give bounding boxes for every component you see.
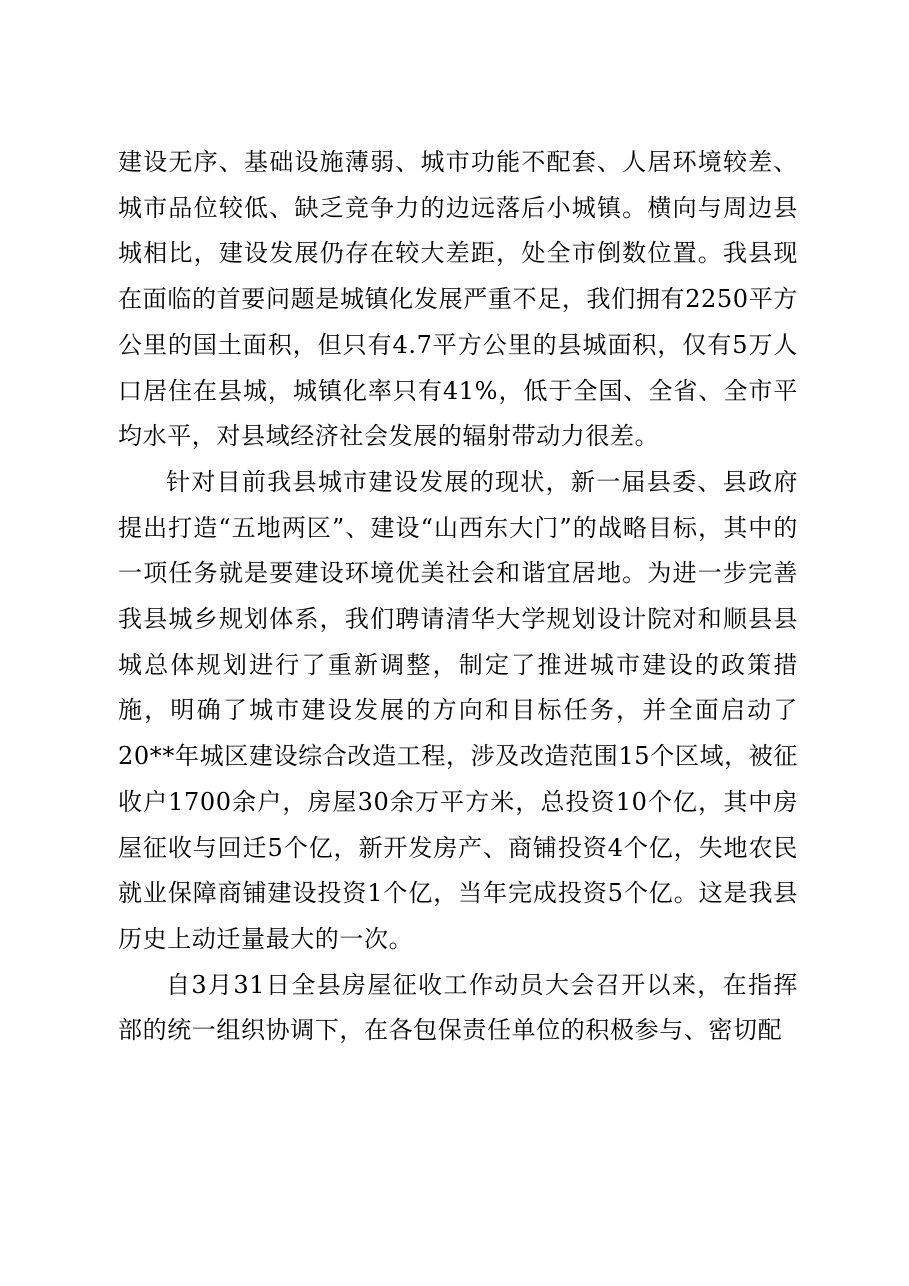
paragraph-city-planning: 针对目前我县城市建设发展的现状，新一届县委、县政府提出打造“五地两区”、建设“山西东大门”的战略目标，其中的一项任务就是要建设环境优美社会和谐宜居地。为进一步完善我县城乡规划体系，我们聘请清华大学规划设计院对和顺县县城总体规划进行了重新调整，制定了推进城市建设的政策措施，明确了城市建设发展的方向和目标任务，并全面启动了20**年城区建设综合改造工程，涉及改造范围15个区域，被征收户1700余户，房屋30余万平方米，总投资10个亿，其中房屋征收与回迁5个亿，新开发房产、商铺投资4个亿，失地农民就业保障商铺建设投资1个亿，当年完成投资5个亿。这是我县历史上动迁量最大的一次。 — [118, 467, 798, 953]
paragraph-continuation: 建设无序、基础设施薄弱、城市功能不配套、人居环境较差、城市品位较低、缺乏竞争力的边远落后小城镇。横向与周边县城相比，建设发展仍存在较大差距，处全市倒数位置。我县现在面临的首要问题是城镇化发展严重不足，我们拥有2250平方公里的国土面积，但只有4.7平方公里的县城面积，仅有5万人口居住在县城，城镇化率只有41%，低于全国、全省、全市平均水平，对县域经济社会发展的辐射带动力很差。 — [118, 148, 798, 451]
document-body — [118, 140, 798, 1054]
paragraph-house-acquisition: 自3月31日全县房屋征收工作动员大会召开以来，在指挥部的统一组织协调下，在各包保责任单位的积极参与、密切配 — [118, 970, 798, 1045]
